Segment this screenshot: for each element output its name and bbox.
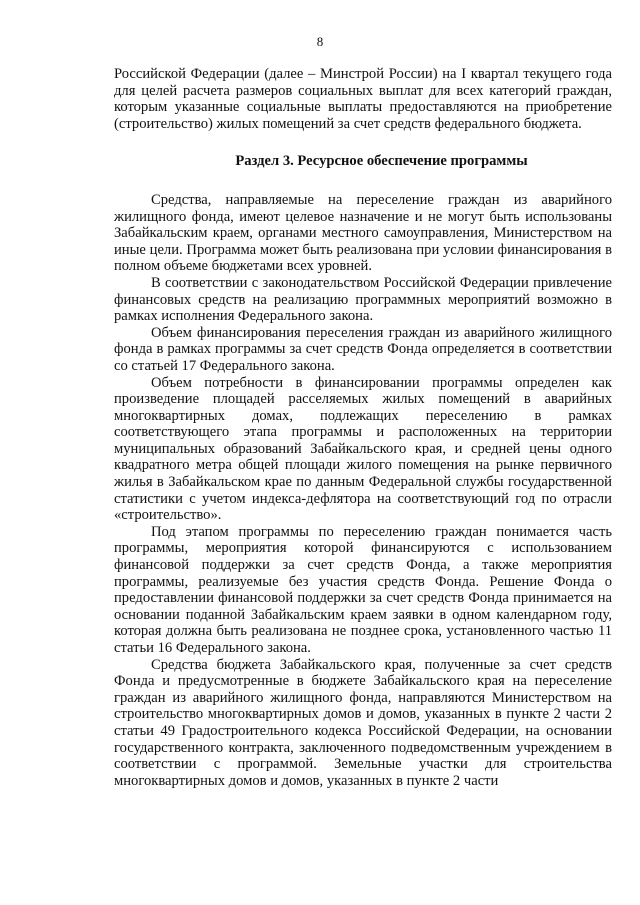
paragraph-5: Под этапом программы по переселению граждан понимается часть программы, мероприятия которой финансируются с использованием финансовой поддержки за счет средств Фонда, а также мероприятия программы, реализуемые без участия средств Фонда. Решение Фонда о предоставлении финансовой поддержки за счет средств Фонда принимается на основании поданной Забайкальским краем заявки в одном календарном году, которая должна быть реализована не позднее срока, установленного частью 11 статьи 16 Федерального закона. [114, 523, 612, 656]
section-title: Раздел 3. Ресурсное обеспечение программы [235, 153, 528, 170]
paragraph-1: Средства, направляемые на переселение граждан из аварийного жилищного фонда, имеют целевое назначение и не могут быть использованы Забайкальским краем, органами местного самоуправления, Министерством на иные цели. Программа может быть реализована при условии финансирования в полном объеме бюджетами всех уровней. [114, 191, 612, 275]
paragraph-6: Средства бюджета Забайкальского края, полученные за счет средств Фонда и предусмотренные в бюджете Забайкальского края на переселение граждан из аварийного жилищного фонда, направляются Министерством на строительство многоквартирных домов и домов, указанных в пункте 2 части 2 статьи 49 Градостроительного кодекса Российской Федерации, на основании государственного контракта, заключенного подведомственным учреждением в соответствии с программой. Земельные участки для строительства многоквартирных домов и домов, указанных в пункте 2 части [114, 656, 612, 789]
paragraph-4: Объем потребности в финансировании программы определен как произведение площадей расселяемых жилых помещений в аварийных многоквартирных домах, подлежащих переселению в рамках соответствующего этапа программы и расположенных на территории муниципальных образований Забайкальского края, и средней цены одного квадратного метра общей площади жилого помещения на рынке первичного жилья в Забайкальском крае по данным Федеральной службы государственной статистики с учетом индекса-дефлятора на соответствующий год по отрасли «строительство». [114, 374, 612, 524]
paragraph-3: Объем финансирования переселения граждан из аварийного жилищного фонда в рамках программы за счет средств Фонда определяется в соответствии со статьей 17 Федерального закона. [114, 324, 612, 374]
page-number: 8 [316, 34, 324, 49]
paragraph-2: В соответствии с законодательством Российской Федерации привлечение финансовых средств на реализацию программных мероприятий возможно в рамках исполнения Федерального закона. [114, 274, 612, 325]
paragraph-continued: Российской Федерации (далее – Минстрой России) на I квартал текущего года для целей расчета размеров социальных выплат для всех категорий граждан, которым указанные социальные выплаты предоставляются на приобретение (строительство) жилых помещений за счет средств федерального бюджета. [114, 66, 612, 132]
page-body [114, 66, 612, 789]
